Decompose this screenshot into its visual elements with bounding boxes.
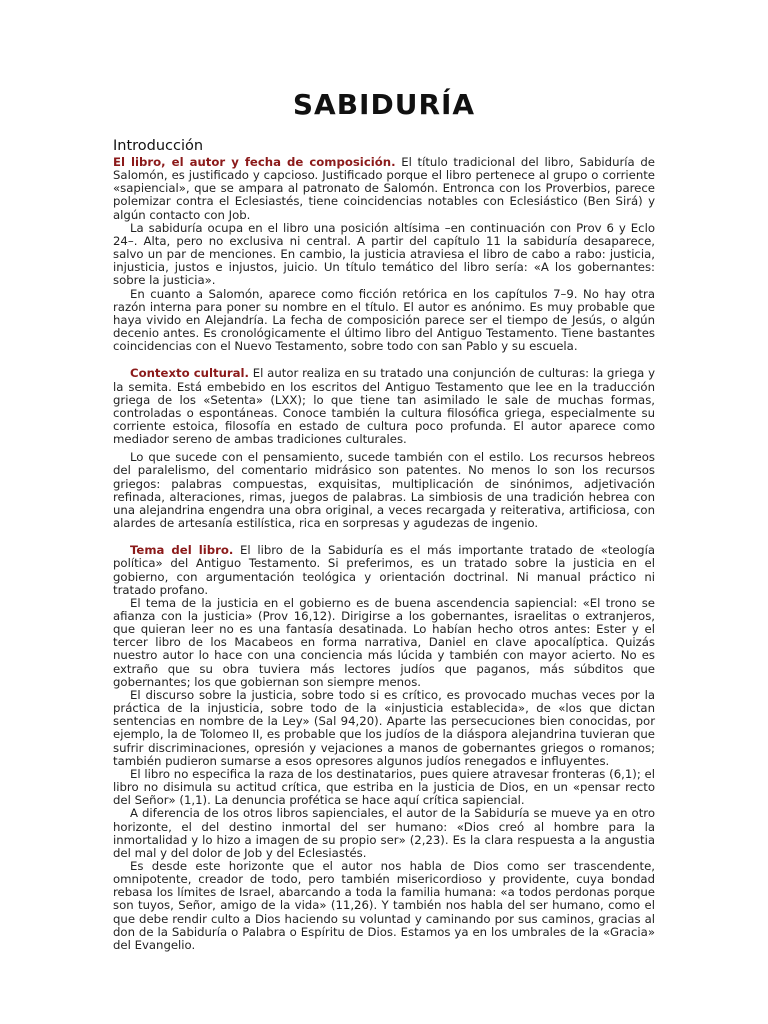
paragraph (113, 222, 655, 288)
paragraph (113, 597, 655, 689)
document-body (113, 137, 655, 952)
paragraph (113, 807, 655, 860)
section-spacer (113, 353, 655, 367)
paragraph-text: El tema de la justicia en el gobierno es de buena ascendencia sapiencial: «El trono se afianza con la justicia» (Prov 16,12). Dirigirse a los gobernantes, israelitas o extranjeros, que quieran leer no es una fantasía desatinada. Lo habían hecho otros antes: Ester y el tercer libro de los Macabeos en forma narrativa, Daniel en clave apocalíptica. Quizás nuestro autor lo hace con una conciencia más lúcida y también con mayor acierto. No es extraño que su obra tuviera más lectores judíos que paganos, más súbditos que gobernantes; los que gobiernan son siempre menos. (113, 595, 655, 689)
paragraph (113, 544, 655, 597)
paragraph-text: A diferencia de los otros libros sapienciales, el autor de la Sabiduría se mueve ya en otro horizonte, el del destino inmortal del ser humano: «Dios creó al hombre para la inmortalidad y lo hizo a imagen de su propio ser» (2,23). Es la clara respuesta a la angustia del mal y del dolor de Job y del Eclesiastés. (113, 806, 655, 860)
paragraph (113, 156, 655, 222)
paragraph-text: El libro de la Sabiduría es el más importante tratado de «teología política» del Antiguo Testamento. Si preferimos, es un tratado sobre la justicia en el gobierno, con argumentación teológica y orientación doctrinal. Ni manual práctico ni tratado profano. (113, 543, 655, 597)
paragraph (113, 288, 655, 354)
section-heading: Introducción (113, 138, 204, 154)
paragraph-text: Es desde este horizonte que el autor nos habla de Dios como ser trascendente, omnipotente, creador de todo, pero también misericordioso y providente, cuya bondad rebasa los límites de Israel, abarcando a toda la familia humana: «a todos perdonas porque son tuyos, Señor, amigo de la vida» (11,26). Y también nos habla del ser humano, como el que debe rendir culto a Dios haciendo su voluntad y caminando por sus caminos, gracias al don de la Sabiduría o Palabra o Espíritu de Dios. Estamos ya en los umbrales de la «Gracia» del Evangelio. (113, 858, 655, 952)
paragraph-lead: El libro, el autor y fecha de composición. (113, 155, 396, 169)
paragraph-text: El autor realiza en su tratado una conjunción de culturas: la griega y la semita. Está embebido en los escritos del Antiguo Testamento que lee en la traducción griega de los «Setenta» (LXX); lo que tiene tan asimilado le sale de muchas formas, controladas o espontáneas. Conoce también la cultura filosófica griega, especialmente su corriente estoica, filosofía en estado de cultura poco profunda. El autor aparece como mediador sereno de ambas tradiciones culturales. (113, 366, 655, 447)
section-spacer (113, 530, 655, 544)
paragraph-text: En cuanto a Salomón, aparece como ficción retórica en los capítulos 7–9. No hay otra razón interna para poner su nombre en el título. El autor es anónimo. Es muy probable que haya vivido en Alejandría. La fecha de composición parece ser el tiempo de Jesús, o algún decenio antes. Es cronológicamente el último libro del Antiguo Testamento. Tiene bastantes coincidencias con el Nuevo Testamento, sobre todo con san Pablo y su escuela. (113, 286, 655, 354)
paragraph-lead: Contexto cultural. (130, 366, 249, 381)
document-title: SABIDURÍA (292, 88, 476, 121)
paragraph-text: Lo que sucede con el pensamiento, sucede también con el estilo. Los recursos hebreos del paralelismo, del comentario midrásico son patentes. No menos lo son los recursos griegos: palabras compuestas, exquisitas, multiplicación de sinónimos, adjetivación refinada, alteraciones, rimas, juegos de palabras. La simbiosis de una tradición hebrea con una alejandrina engendra una obra original, a veces recargada y reiterativa, artificiosa, con alardes de artesanía estilística, rica en sorpresas y agudezas de ingenio. (113, 450, 655, 531)
paragraph (113, 367, 655, 446)
paragraph (113, 860, 655, 952)
paragraph (113, 451, 655, 530)
paragraph (113, 689, 655, 768)
paragraph-lead: Tema del libro. (130, 543, 234, 558)
paragraph-text: El título tradicional del libro, Sabiduría de Salomón, es justificado y capcioso. Justificado porque el libro pertenece al grupo o corriente «sapiencial», que se ampara al patronato de Salomón. Entronca con los Proverbios, parece polemizar contra el Eclesiastés, tiene coincidencias notables con Eclesiástico (Ben Sirá) y algún contacto con Job. (113, 155, 655, 222)
paragraph-text: El libro no especifica la raza de los destinatarios, pues quiere atravesar fronteras (6,1); el libro no disimula su actitud crítica, que estriba en la justicia de Dios, en un «pensar recto del Señor» (1,1). La denuncia profética se hace aquí crítica sapiencial. (113, 766, 655, 808)
paragraph (113, 768, 655, 807)
paragraph-text: El discurso sobre la justicia, sobre todo si es crítico, es provocado muchas veces por la práctica de la injusticia, sobre todo de la «injusticia establecida», de «los que dictan sentencias en nombre de la Ley» (Sal 94,20). Aparte las persecuciones bien conocidas, por ejemplo, la de Tolomeo II, es probable que los judíos de la diáspora alejandrina tuvieran que sufrir discriminaciones, opresión y vejaciones a manos de gobernantes griegos o romanos; también pudieron sumarse a esos opresores algunos judíos renegados e influyentes. (113, 687, 655, 768)
paragraph-text: La sabiduría ocupa en el libro una posición altísima –en continuación con Prov 6 y Eclo 24–. Alta, pero no exclusiva ni central. A partir del capítulo 11 la sabiduría desaparece, salvo un par de menciones. En cambio, la justicia atraviesa el libro de cabo a rabo: justicia, injusticia, justos e injustos, juicio. Un título temático del libro sería: «A los gobernantes: sobre la justicia». (113, 220, 655, 288)
